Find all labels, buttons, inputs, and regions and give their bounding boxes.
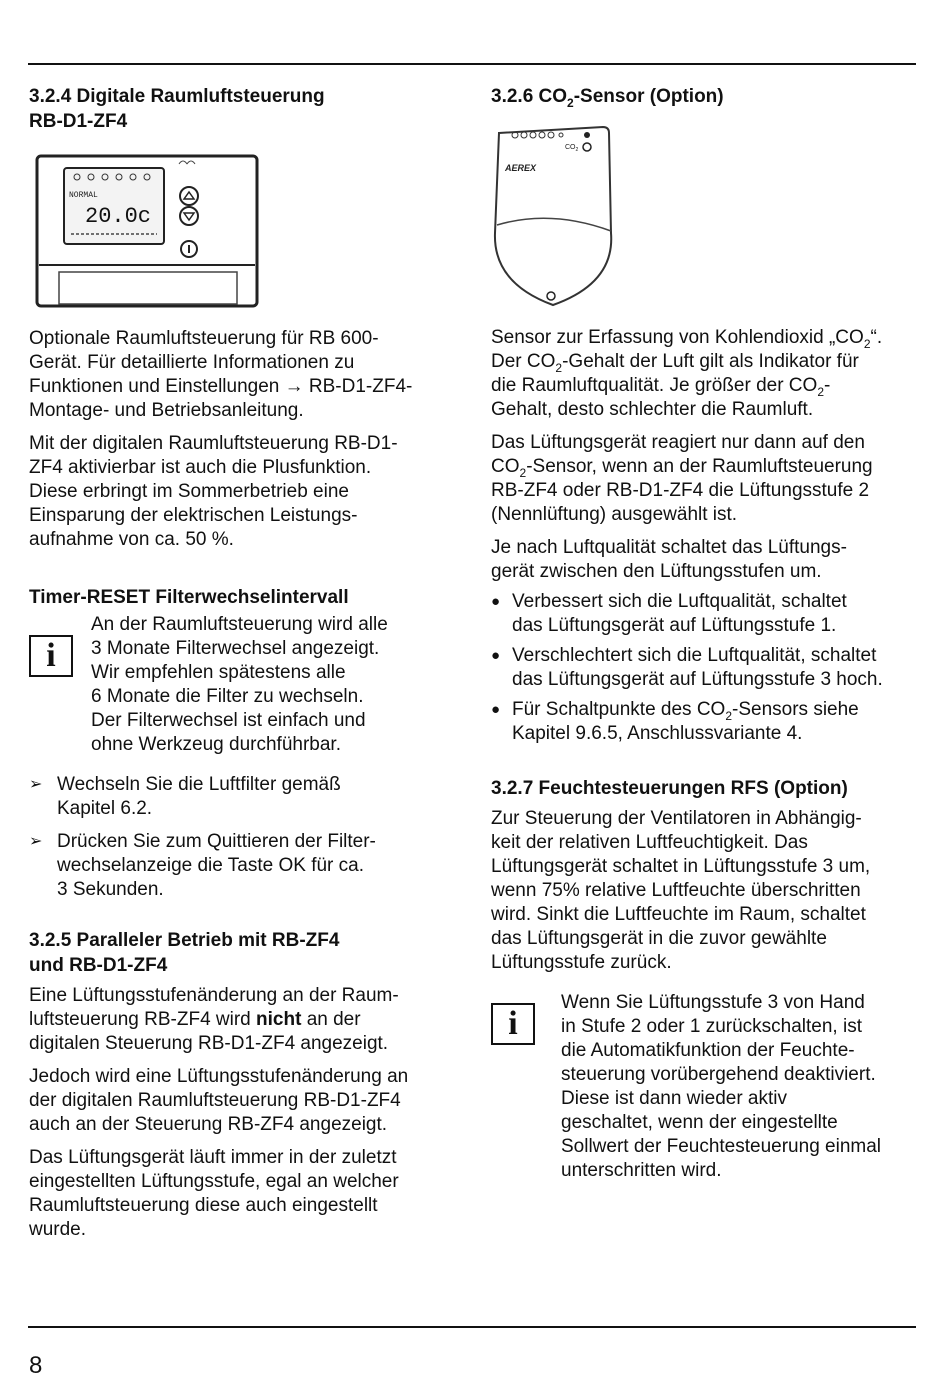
text-line: eingestellten Lüftungsstufe, egal an welcher (29, 1171, 399, 1192)
section-heading-3-2-6 (491, 84, 921, 109)
text-line: Das Lüftungsgerät reagiert nur dann auf den (491, 432, 865, 453)
paragraph (491, 807, 921, 975)
text-line: Das Lüftungsgerät läuft immer in der zuletzt (29, 1147, 397, 1168)
step-text (57, 773, 341, 821)
co2-sensor-image (491, 123, 621, 309)
paragraph (29, 984, 459, 1056)
left-column (29, 84, 459, 1242)
text-line: der digitalen Raumluftsteuerung RB-D1-ZF4 (29, 1090, 401, 1111)
text-span: Sensor zur Erfassung von Kohlendioxid „CO (491, 327, 864, 348)
step-arrow-icon: ➢ (29, 776, 43, 793)
list-item-text (512, 698, 859, 746)
paragraph (491, 431, 921, 527)
text-span: die Raumluftqualität. Je größer der CO (491, 375, 818, 396)
list-item-text (512, 644, 883, 692)
text-line: Verschlechtert sich die Luftqualität, schaltet (512, 645, 877, 666)
text-line: Wenn Sie Lüftungsstufe 3 von Hand (561, 992, 865, 1013)
text-line: An der Raumluftsteuerung wird alle (91, 614, 388, 635)
text-span: 3.2.6 CO (491, 86, 568, 107)
paragraph (491, 326, 921, 422)
subscript: 2 (567, 95, 574, 110)
paragraph (29, 432, 459, 552)
text-line: Jedoch wird eine Lüftungsstufenänderung an (29, 1066, 409, 1087)
text-line: wurde. (29, 1219, 87, 1240)
text-line: 3 Sekunden. (57, 879, 164, 900)
subscript: 2 (555, 360, 563, 375)
instruction-step (29, 773, 459, 821)
co2-sensor-illustration (491, 123, 921, 314)
text-line: das Lüftungsgerät auf Lüftungsstufe 3 hoch. (512, 669, 883, 690)
text-line: Mit der digitalen Raumluftsteuerung RB-D1- (29, 433, 398, 454)
co2-label: $CO_2$ (565, 144, 579, 153)
text-line: keit der relativen Luftfeuchtigkeit. Das (491, 832, 808, 853)
info-icon-wrap (491, 991, 561, 1045)
text-line: Raumluftsteuerung diese auch eingestellt (29, 1195, 378, 1216)
text-line: wird. Sinkt die Luftfeuchte im Raum, schaltet (491, 904, 866, 925)
digital-controller-image (29, 150, 265, 310)
text-line: Diese ist dann wieder aktiv (561, 1088, 787, 1109)
right-column (491, 84, 921, 1183)
subscript: 2 (725, 708, 733, 723)
bullet-dot-icon: ● (491, 647, 501, 664)
display-temp-text: 20.0c (85, 204, 152, 229)
info-button[interactable] (181, 241, 197, 257)
text-line: 3 Monate Filterwechsel angezeigt. (91, 638, 380, 659)
text-line: Funktionen und Einstellungen → RB-D1-ZF4- (29, 376, 413, 397)
section-heading-3-2-4 (29, 84, 459, 134)
bottom-rule (28, 1326, 916, 1328)
display-mode-text: NORMAL (69, 191, 98, 200)
heading-line: RB-D1-ZF4 (29, 111, 128, 132)
text-span: -Sensors siehe (732, 699, 859, 720)
text-span: “. (870, 327, 883, 348)
text-line: ZF4 aktivierbar ist auch die Plusfunktion. (29, 457, 372, 478)
text-span: luftsteuerung RB-ZF4 wird (29, 1009, 257, 1030)
paragraph (29, 327, 459, 423)
text-line: 6 Monate die Filter zu wechseln. (91, 686, 364, 707)
text-line: Je nach Luftqualität schaltet das Lüftungs- (491, 537, 847, 558)
text-line (29, 1008, 459, 1032)
down-button[interactable] (180, 207, 198, 225)
paragraph (491, 536, 921, 584)
text-line: wechselanzeige die Taste OK für ca. (57, 855, 364, 876)
text-line (491, 326, 921, 350)
text-line: Lüftungsgerät schaltet in Lüftungsstufe 3 um, (491, 856, 871, 877)
text-line: Diese erbringt im Sommerbetrieb eine (29, 481, 349, 502)
text-line: RB-ZF4 oder RB-D1-ZF4 die Lüftungsstufe 2 (491, 480, 870, 501)
text-line: Der Filterwechsel ist einfach und (91, 710, 366, 731)
text-line: Zur Steuerung der Ventilatoren in Abhängig- (491, 808, 862, 829)
text-line: Montage- und Betriebsanleitung. (29, 400, 304, 421)
text-line: aufnahme von ca. 50 %. (29, 529, 234, 550)
text-span: -Gehalt der Luft gilt als Indikator für (562, 351, 859, 372)
page-number: 8 (29, 1352, 43, 1379)
subscript: 2 (863, 336, 871, 351)
text-line: unterschritten wird. (561, 1160, 722, 1181)
info-note (491, 991, 921, 1183)
text-line: Gerät. Für detaillierte Informationen zu (29, 352, 355, 373)
text-line: (Nennlüftung) ausgewählt ist. (491, 504, 738, 525)
controller-illustration (29, 150, 459, 315)
heading-line: und RB-D1-ZF4 (29, 955, 168, 976)
list-item (491, 644, 921, 692)
text-line: das Lüftungsgerät auf Lüftungsstufe 1. (512, 615, 837, 636)
emphasis-text: nicht (256, 1009, 302, 1030)
text-line: wenn 75% relative Luftfeuchte überschritten (491, 880, 861, 901)
text-line: steuerung vorübergehend deaktiviert. (561, 1064, 876, 1085)
text-span: Für Schaltpunkte des CO (512, 699, 726, 720)
bullet-dot-icon: ● (491, 701, 501, 718)
step-arrow-icon: ➢ (29, 833, 43, 850)
text-line (491, 455, 921, 479)
timer-reset-heading: Timer-RESET Filterwechselintervall (29, 587, 349, 608)
info-text (91, 613, 388, 757)
text-line: digitalen Steuerung RB-D1-ZF4 angezeigt. (29, 1033, 389, 1054)
list-item (491, 590, 921, 638)
text-line: gerät zwischen den Lüftungsstufen um. (491, 561, 822, 582)
list-item (491, 698, 921, 746)
text-span: -Sensor, wenn an der Raumluftsteuerung (526, 456, 873, 477)
step-text (57, 830, 376, 902)
text-line: Optionale Raumluftsteuerung für RB 600- (29, 328, 379, 349)
text-line: geschaltet, wenn der eingestellte (561, 1112, 838, 1133)
text-line: Eine Lüftungsstufenänderung an der Raum- (29, 985, 399, 1006)
text-span: CO (491, 456, 520, 477)
text-span: -Sensor (Option) (573, 86, 724, 107)
text-line: ohne Werkzeug durchführbar. (91, 734, 341, 755)
heading-line: 3.2.5 Paralleler Betrieb mit RB-ZF4 (29, 930, 340, 951)
info-note (29, 613, 459, 757)
heading-line: 3.2.4 Digitale Raumluftsteuerung (29, 86, 325, 107)
brand-logo: AEREX (505, 163, 537, 173)
text-line: Kapitel 9.6.5, Anschlussvariante 4. (512, 723, 803, 744)
up-button[interactable] (180, 187, 198, 205)
text-line: Drücken Sie zum Quittieren der Filter- (57, 831, 376, 852)
text-line (491, 350, 921, 374)
text-line: Gehalt, desto schlechter die Raumluft. (491, 399, 814, 420)
text-line: Verbessert sich die Luftqualität, schaltet (512, 591, 847, 612)
text-line: auch an der Steuerung RB-ZF4 angezeigt. (29, 1114, 388, 1135)
info-icon: i (29, 635, 73, 677)
text-span: - (824, 375, 831, 396)
text-line (491, 374, 921, 398)
text-span: Der CO (491, 351, 556, 372)
text-line (512, 698, 859, 722)
info-text (561, 991, 881, 1183)
instruction-step (29, 830, 459, 902)
text-line: Lüftungsstufe zurück. (491, 952, 672, 973)
paragraph (29, 1065, 459, 1137)
info-icon-wrap (29, 613, 91, 677)
text-line: Kapitel 6.2. (57, 798, 153, 819)
section-heading-3-2-5 (29, 928, 459, 978)
text-span: an der (301, 1009, 361, 1030)
list-item-text (512, 590, 847, 638)
info-icon: i (491, 1003, 535, 1045)
text-line: Wir empfehlen spätestens alle (91, 662, 346, 683)
section-heading-3-2-7: 3.2.7 Feuchtesteuerungen RFS (Option) (491, 778, 848, 799)
text-line: Wechseln Sie die Luftfilter gemäß (57, 774, 341, 795)
text-line: Einsparung der elektrischen Leistungs- (29, 505, 358, 526)
subscript: 2 (817, 384, 824, 399)
text-line: die Automatikfunktion der Feuchte- (561, 1040, 855, 1061)
subscript: 2 (519, 465, 527, 480)
text-line: Sollwert der Feuchtesteuerung einmal (561, 1136, 882, 1157)
text-line: in Stufe 2 oder 1 zurückschalten, ist (561, 1016, 862, 1037)
text-line: das Lüftungsgerät in die zuvor gewählte (491, 928, 827, 949)
paragraph (29, 1146, 459, 1242)
top-rule (28, 63, 916, 65)
bullet-dot-icon: ● (491, 593, 501, 610)
